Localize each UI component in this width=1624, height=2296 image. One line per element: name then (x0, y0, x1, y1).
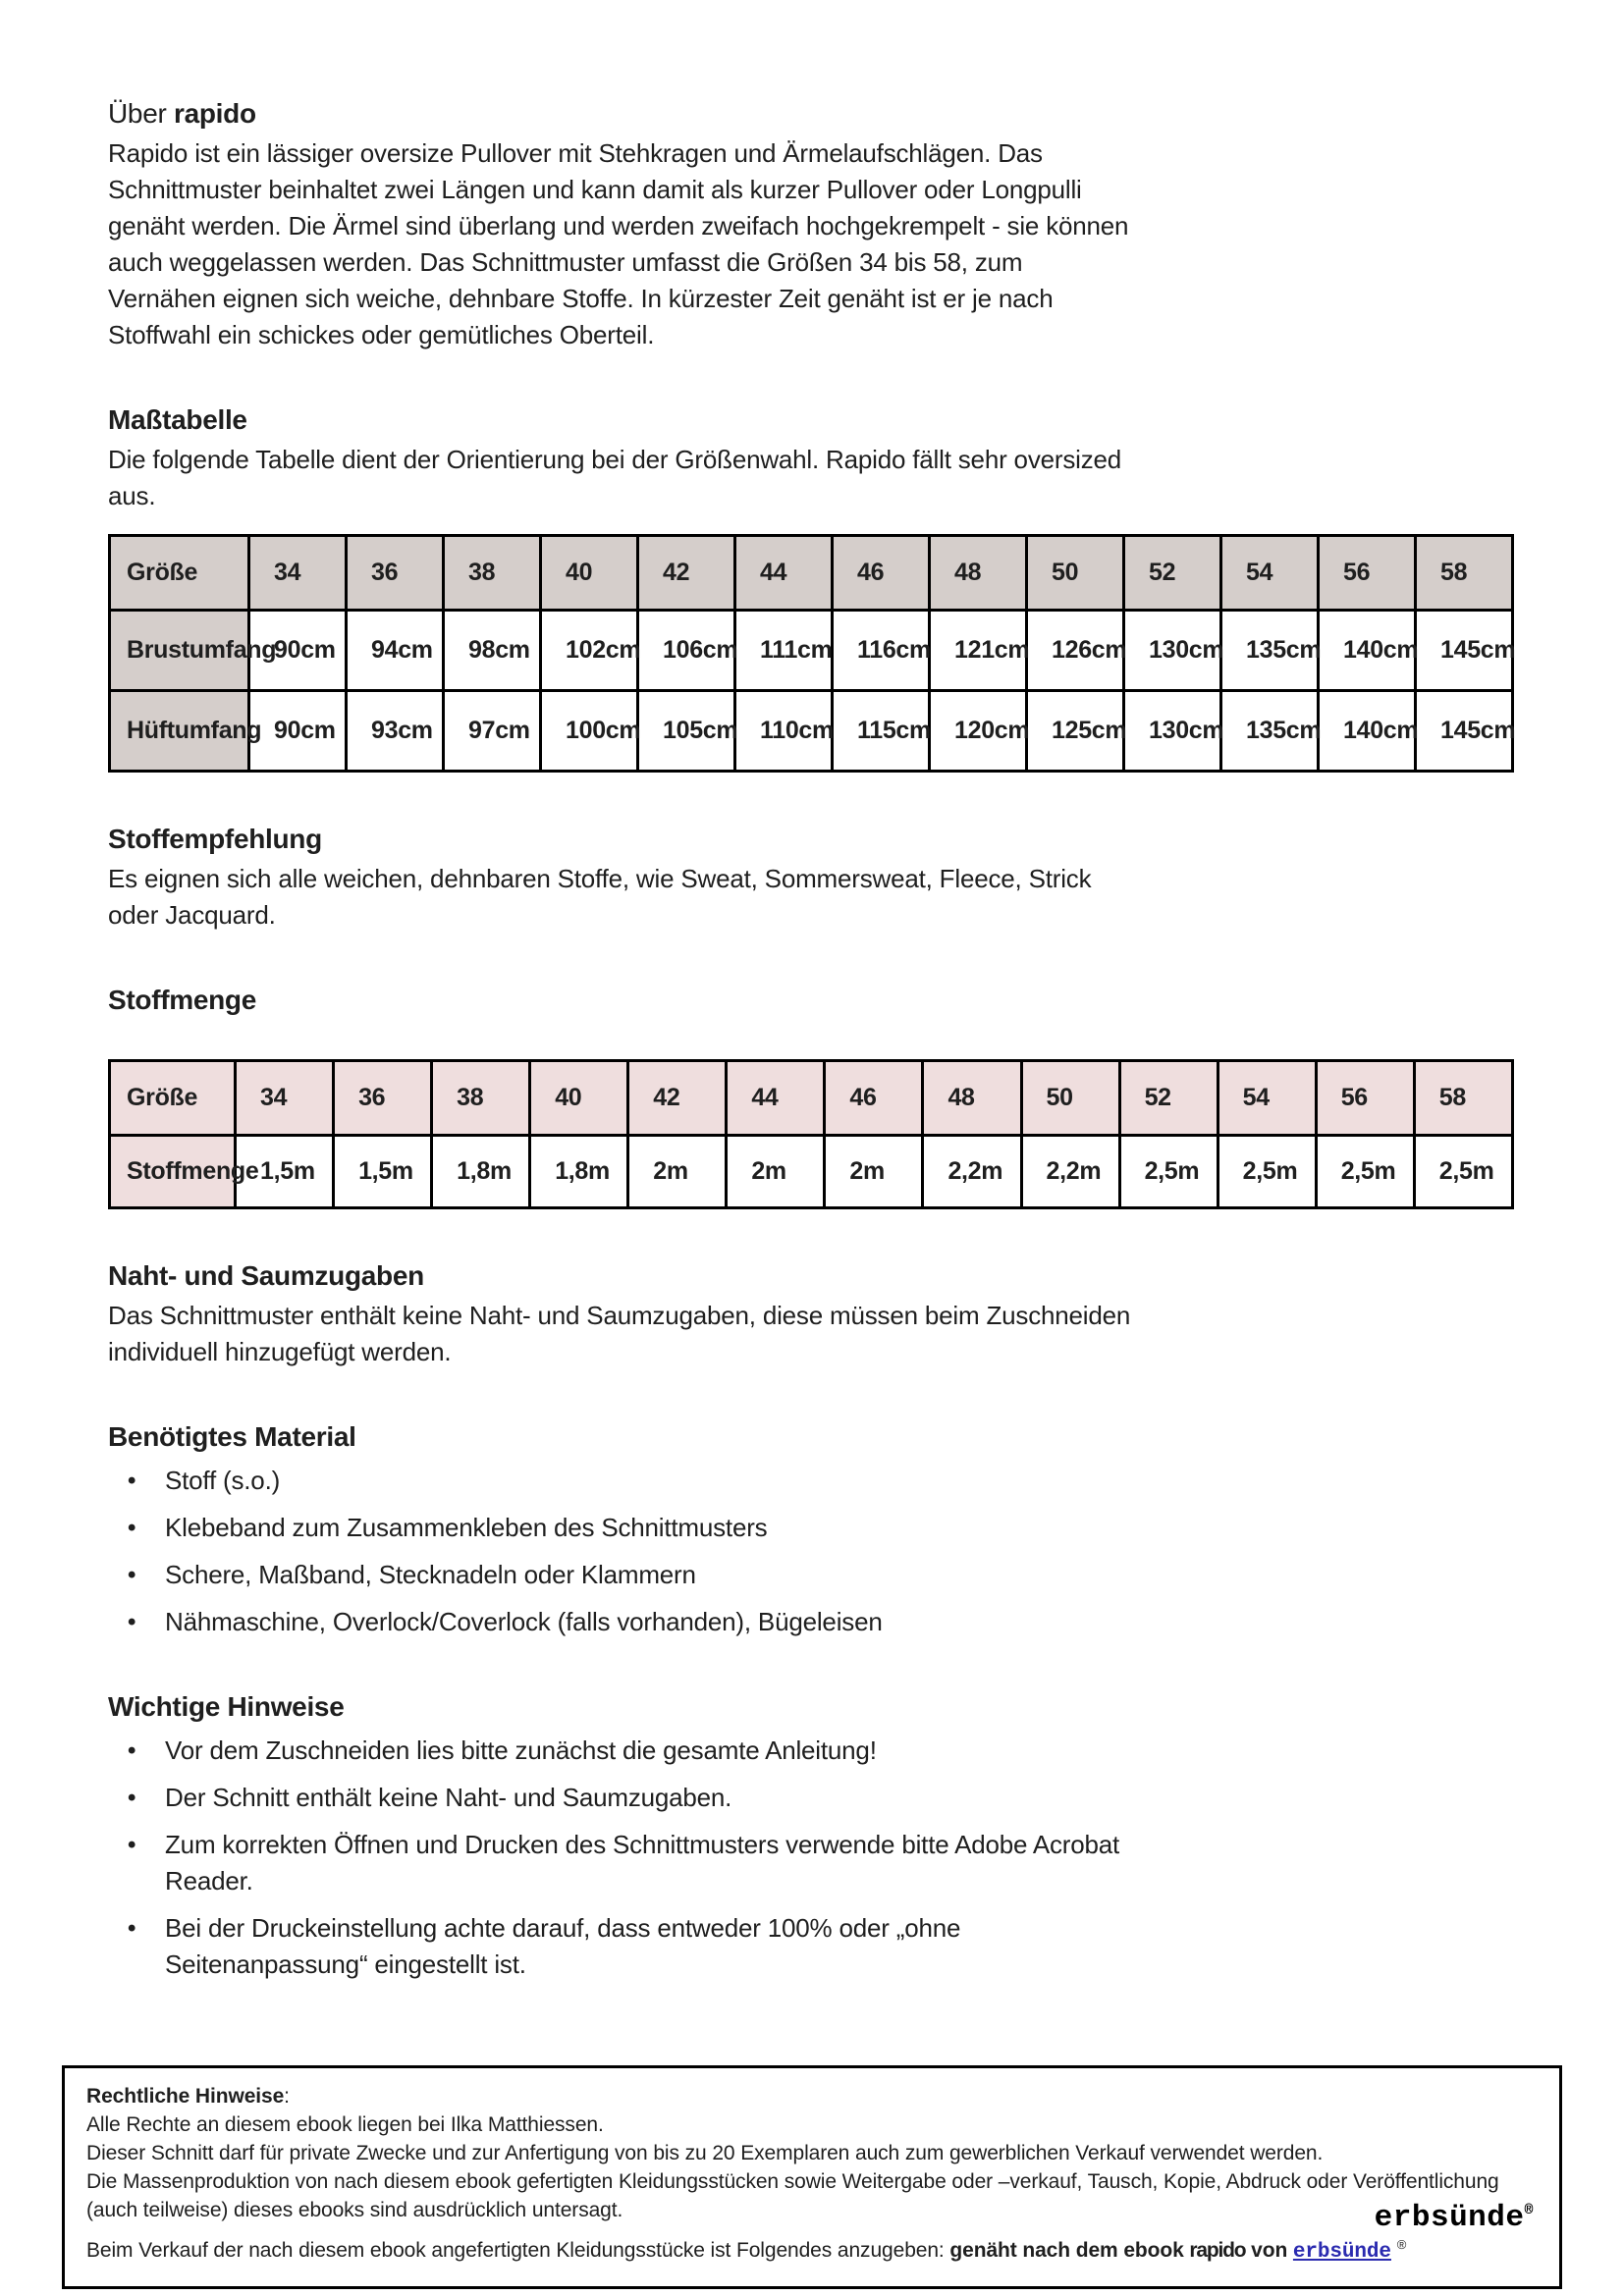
size-header-cell: 48 (923, 1061, 1021, 1136)
size-header-cell: 56 (1316, 1061, 1414, 1136)
table-header-row (110, 536, 1513, 611)
sale-line-prefix: Beim Verkauf der nach diesem ebook angefertigten Kleidungsstücke ist Folgendes anzugeben: (86, 2239, 950, 2262)
sale-line-bold: genäht nach dem ebook (949, 2239, 1190, 2262)
list-item: • Der Schnitt enthält keine Naht- und Saumzugaben. (108, 1780, 1134, 1816)
fabric-section (108, 824, 1624, 934)
size-header-cell: 56 (1319, 536, 1416, 611)
table-cell: 126cm (1027, 611, 1124, 691)
table-row-bust (110, 611, 1513, 691)
table-cell: 98cm (444, 611, 541, 691)
table-cell: 110cm (735, 691, 833, 772)
size-header-cell: 44 (735, 536, 833, 611)
table-cell: 1,5m (334, 1136, 432, 1208)
table-cell: 140cm (1319, 691, 1416, 772)
table-corner-cell: Größe (110, 1061, 236, 1136)
size-header-cell: 36 (347, 536, 444, 611)
list-item: • Stoff (s.o.) (108, 1463, 1134, 1499)
table-cell: 130cm (1124, 691, 1221, 772)
legal-line: Dieser Schnitt darf für private Zwecke und zur Anfertigung von bis zu 20 Exemplaren auch zum gewerblichen Verkauf verwendet werden. (86, 2142, 1324, 2164)
table-cell: 125cm (1027, 691, 1124, 772)
table-cell: 1,5m (236, 1136, 334, 1208)
row-label-cell: Brustumfang (110, 611, 249, 691)
table-cell: 135cm (1221, 691, 1319, 772)
material-section (108, 1421, 1624, 1640)
legal-line: Die Massenproduktion von nach diesem ebook gefertigten Kleidungsstücken sowie Weitergabe oder –verkauf, Tausch, Kopie, Abdruck oder Veröffentlichung (auch teilweise) dieses ebooks sind ausdrücklich untersagt. (86, 2170, 1499, 2221)
size-header-cell: 34 (249, 536, 347, 611)
table-cell: 93cm (347, 691, 444, 772)
notes-heading: Wichtige Hinweise (108, 1691, 345, 1722)
table-cell: 2,5m (1119, 1136, 1218, 1208)
table-cell: 90cm (249, 691, 347, 772)
registered-mark: ® (1396, 2237, 1407, 2252)
table-cell: 94cm (347, 611, 444, 691)
brand-logo-registered-mark: ® (1524, 2202, 1534, 2219)
legal-heading-text: Rechtliche Hinweise (86, 2085, 285, 2108)
size-header-cell: 40 (541, 536, 638, 611)
size-header-cell: 50 (1027, 536, 1124, 611)
size-header-cell: 58 (1416, 536, 1513, 611)
size-header-cell: 42 (628, 1061, 727, 1136)
brand-logo-text: erbsünde (1374, 2201, 1525, 2235)
list-item: • Klebeband zum Zusammenkleben des Schnittmusters (108, 1510, 1134, 1546)
list-item: • Nähmaschine, Overlock/Coverlock (falls vorhanden), Bügeleisen (108, 1604, 1134, 1640)
table-cell: 2m (628, 1136, 727, 1208)
seam-heading: Naht- und Saumzugaben (108, 1260, 424, 1291)
sale-line-pattern-name: rapido (1189, 2239, 1246, 2262)
size-header-cell: 38 (432, 1061, 530, 1136)
fabric-paragraph: Es eignen sich alle weichen, dehnbaren Stoffe, wie Sweat, Sommersweat, Fleece, Strick oder Jacquard. (108, 864, 1092, 930)
legal-notice-box (62, 2065, 1562, 2289)
table-cell: 111cm (735, 611, 833, 691)
table-cell: 1,8m (432, 1136, 530, 1208)
sale-line-bold: von (1245, 2239, 1293, 2262)
table-corner-cell: Größe (110, 536, 249, 611)
size-table-section (108, 404, 1624, 773)
table-cell: 145cm (1416, 611, 1513, 691)
list-item: • Vor dem Zuschneiden lies bitte zunächst die gesamte Anleitung! (108, 1733, 1134, 1769)
about-section (108, 98, 1624, 353)
size-header-cell: 58 (1414, 1061, 1512, 1136)
table-cell: 97cm (444, 691, 541, 772)
size-header-cell: 36 (334, 1061, 432, 1136)
table-cell: 145cm (1416, 691, 1513, 772)
brand-link[interactable]: erbsünde (1292, 2241, 1391, 2264)
legal-sale-line (86, 2236, 1538, 2267)
table-row-hip (110, 691, 1513, 772)
seam-section (108, 1260, 1624, 1370)
size-header-cell: 48 (930, 536, 1027, 611)
list-item: • Zum korrekten Öffnen und Drucken des Schnittmusters verwende bitte Adobe Acrobat Reader. (108, 1827, 1134, 1899)
legal-line: Alle Rechte an diesem ebook liegen bei Ilka Matthiessen. (86, 2113, 604, 2136)
size-header-cell: 42 (638, 536, 735, 611)
quantity-section (108, 985, 1624, 1209)
size-table-heading: Maßtabelle (108, 404, 247, 435)
row-label-cell: Stoffmenge (110, 1136, 236, 1208)
about-paragraph: Rapido ist ein lässiger oversize Pullover mit Stehkragen und Ärmelaufschlägen. Das Schnittmuster beinhaltet zwei Längen und kann damit als kurzer Pullover oder Longpulli genäht werden. Die Ärmel sind überlang und werden zweifach hochgekrempelt - sie können auch weggelassen werden. Das Schnittmuster umfasst die Größen 34 bis 58, zum Vernähen eignen sich weiche, dehnbare Stoffe. In kürzester Zeit genäht ist er je nach Stoffwahl ein schickes oder gemütliches Oberteil. (108, 138, 1129, 349)
material-heading: Benötigtes Material (108, 1421, 356, 1452)
legal-heading (86, 2082, 1538, 2110)
size-header-cell: 40 (530, 1061, 628, 1136)
measurement-table (108, 534, 1514, 773)
pattern-name: rapido (173, 98, 256, 129)
size-header-cell: 52 (1124, 536, 1221, 611)
size-header-cell: 54 (1221, 536, 1319, 611)
material-list (108, 1463, 1134, 1640)
size-header-cell: 34 (236, 1061, 334, 1136)
size-header-cell: 38 (444, 536, 541, 611)
table-cell: 2,2m (1021, 1136, 1119, 1208)
notes-section (108, 1691, 1624, 1983)
table-cell: 116cm (833, 611, 930, 691)
table-cell: 2,5m (1316, 1136, 1414, 1208)
quantity-heading: Stoffmenge (108, 985, 257, 1015)
notes-list (108, 1733, 1134, 1983)
table-cell: 2m (825, 1136, 923, 1208)
table-cell: 120cm (930, 691, 1027, 772)
about-heading (108, 98, 1624, 130)
size-table-intro: Die folgende Tabelle dient der Orientierung bei der Größenwahl. Rapido fällt sehr oversized aus. (108, 445, 1122, 510)
table-cell: 105cm (638, 691, 735, 772)
table-cell: 2,2m (923, 1136, 1021, 1208)
size-header-cell: 46 (833, 536, 930, 611)
table-cell: 102cm (541, 611, 638, 691)
table-cell: 100cm (541, 691, 638, 772)
about-heading-prefix: Über (108, 98, 174, 129)
table-cell: 2,5m (1414, 1136, 1512, 1208)
table-cell: 115cm (833, 691, 930, 772)
table-row-quantity (110, 1136, 1513, 1208)
fabric-heading: Stoffempfehlung (108, 824, 322, 854)
seam-paragraph: Das Schnittmuster enthält keine Naht- und Saumzugaben, diese müssen beim Zuschneiden individuell hinzugefügt werden. (108, 1301, 1131, 1366)
table-cell: 2,5m (1218, 1136, 1316, 1208)
table-cell: 130cm (1124, 611, 1221, 691)
table-cell: 135cm (1221, 611, 1319, 691)
fabric-quantity-table (108, 1059, 1514, 1209)
table-header-row (110, 1061, 1513, 1136)
list-item: • Bei der Druckeinstellung achte darauf, dass entweder 100% oder „ohne Seitenanpassung“ eingestellt ist. (108, 1910, 1134, 1983)
table-cell: 90cm (249, 611, 347, 691)
size-header-cell: 54 (1218, 1061, 1316, 1136)
size-header-cell: 46 (825, 1061, 923, 1136)
size-header-cell: 50 (1021, 1061, 1119, 1136)
brand-logo (1375, 2201, 1534, 2235)
table-cell: 121cm (930, 611, 1027, 691)
row-label-cell: Hüftumfang (110, 691, 249, 772)
size-header-cell: 44 (727, 1061, 825, 1136)
table-cell: 106cm (638, 611, 735, 691)
size-header-cell: 52 (1119, 1061, 1218, 1136)
table-cell: 1,8m (530, 1136, 628, 1208)
list-item: • Schere, Maßband, Stecknadeln oder Klammern (108, 1557, 1134, 1593)
legal-heading-colon: : (284, 2085, 290, 2108)
table-cell: 140cm (1319, 611, 1416, 691)
table-cell: 2m (727, 1136, 825, 1208)
